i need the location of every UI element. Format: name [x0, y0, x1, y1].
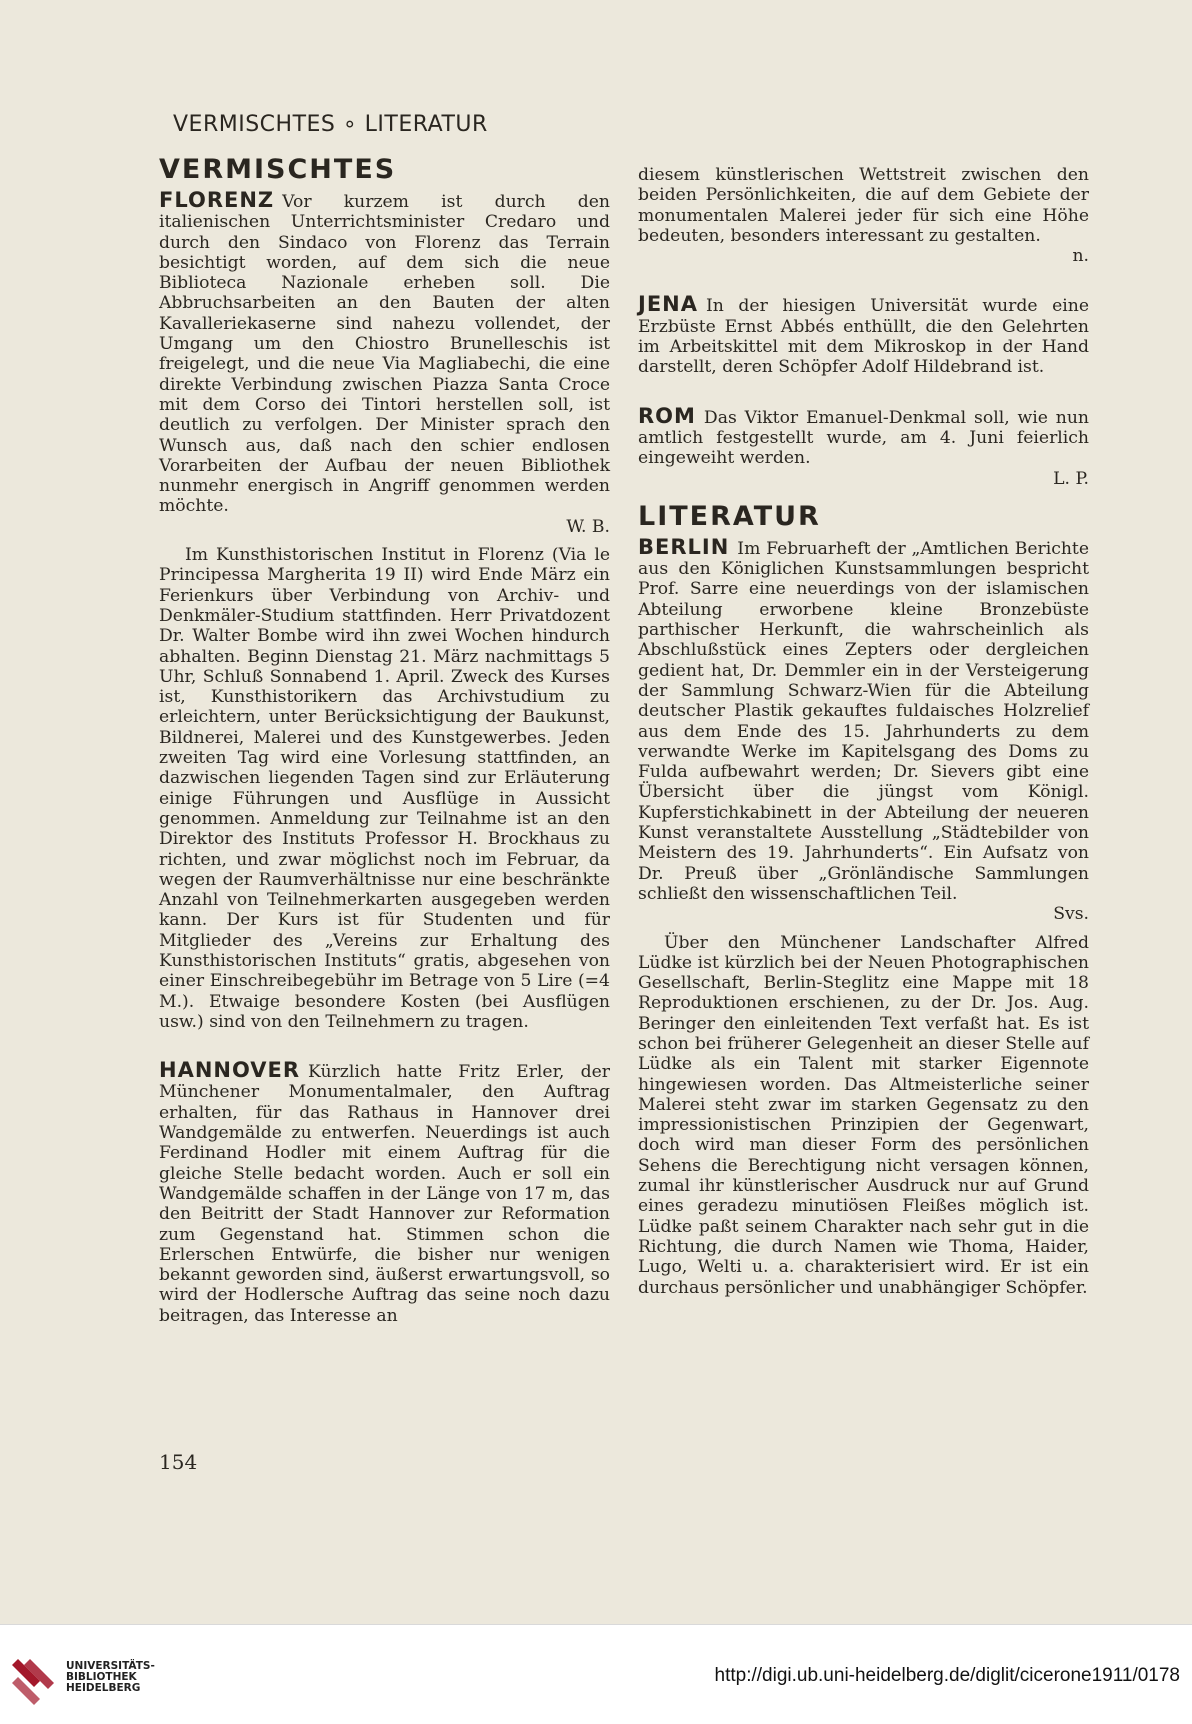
signature-svs: Svs. [1053, 904, 1089, 925]
place-heading-rom: ROM [638, 403, 696, 428]
place-heading-jena: JENA [638, 292, 698, 317]
university-library-logo-icon [10, 1655, 60, 1705]
article-berlin [638, 534, 1089, 925]
article-rom [638, 403, 1089, 489]
page-number: 154 [159, 1450, 198, 1474]
article-luedke: Über den Münchener Landschafter Alfred Lüdke ist kürzlich bei der Neuen Photographischen Gesellschaft, Berlin-Steglitz eine Mappe mit 18 Reproduktionen erschienen, zu der Dr. Jos. Aug. Beringer den einleitenden Text verfaßt hat. Es ist schon bei früherer Gelegenheit an dieser Stelle auf Lüdke als ein Talent mit starker Eigennote hingewiesen worden. Das Altmeisterliche seiner Malerei steht zwar im starken Gegensatz zu den impressionistischen Prinzipien der Gegenwart, doch wird man dieser Form des persönlichen Sehens die Berechtigung nicht versagen können, zumal ihr künstlerischer Ausdruck nur auf Grund eines geradezu minutiösen Fleißes möglich ist. Lüdke paßt seinem Charakter nach sehr gut in die Richtung, die durch Namen wie Thoma, Haider, Lugo, Welti u. a. charakterisiert wird. Er ist ein durchaus persönlicher und unabhängiger Schöpfer. [638, 932, 1089, 1298]
article-hannover [159, 1060, 610, 1326]
footer-bar [0, 1624, 1192, 1724]
institution-line-1: UNIVERSITÄTS- [66, 1660, 155, 1672]
place-heading-berlin: BERLIN [638, 534, 730, 559]
signature-n: n. [1072, 246, 1089, 267]
article-jena-text: In der hiesigen Universität wurde eine Erzbüste Ernst Abbés enthüllt, die den Gelehrten im Arbeitskittel mit dem Mikroskop in der Hand darstellt, deren Schöpfer Adolf Hildebrand ist. [638, 296, 1089, 378]
section-title-vermischtes: VERMISCHTES [159, 154, 397, 185]
article-hannover-text: Kürzlich hatte Fritz Erler, der Münchener Monumentalmaler, den Auftrag erhalten, für das Rathaus in Hannover drei Wandgemälde zu entwerfen. Neuerdings ist auch Ferdinand Hodler mit einem Auftrag für die gleiche Stelle bedacht worden. Auch er soll ein Wandgemälde schaffen in der Länge von 17 m, das den Beitritt der Stadt Hannover zur Reformation zum Gegenstand hat. Stimmen schon die Erlerschen Entwürfe, die bisher nur wenigen bekannt geworden sind, äußerst erwartungsvoll, so wird der Hodlersche Auftrag das seine noch dazu beitragen, das Interesse an [159, 1062, 610, 1326]
institution-line-2: BIBLIOTHEK [66, 1671, 137, 1683]
place-heading-hannover: HANNOVER [159, 1058, 301, 1083]
place-heading-florenz: FLORENZ [159, 188, 275, 212]
article-florenz [159, 190, 610, 537]
institution-line-3: HEIDELBERG [66, 1682, 141, 1694]
section-title-literatur: LITERATUR [638, 500, 821, 532]
article-berlin-text: Im Februarheft der „Amtlichen Berichte aus den Königlichen Kunstsammlungen bespricht Prof. Sarre eine neuerdings von der islamischen Abteilung erworbene kleine Bronzebüste parthischer Herkunft, die wahrscheinlich als Abschlußstück eines Zepters oder dergleichen gedient hat, Dr. Demmler ein in der Versteigerung der Sammlung Schwarz-Wien für die Abteilung deutscher Plastik gekauftes fuldaisches Holzrelief aus dem Ende des 15. Jahrhunderts zu dem verwandte Werke im Kapitelsgang des Doms zu Fulda aufbewahrt werden; Dr. Sievers gibt eine Übersicht über die jüngst vom Königl. Kupferstichkabinett in der Abteilung der neueren Kunst veranstaltete Ausstellung „Städtebilder von Meistern des 19. Jahrhunderts“. Ein Aufsatz von Dr. Preuß über „Grönländische Sammlungen schließt den wissenschaftlichen Teil. [638, 538, 1089, 904]
continuation-text: diesem künstlerischen Wettstreit zwischen den beiden Persönlichkeiten, die auf dem Gebiete der monumentalen Malerei jeder für sich eine Höhe bedeuten, besonders interessant zu gestalten. [638, 165, 1089, 246]
article-rom-text: Das Viktor Emanuel-Denkmal soll, wie nun amtlich festgestellt wurde, am 4. Juni feierlich eingeweiht werden. [638, 407, 1089, 469]
institution-name [66, 1661, 155, 1694]
signature-wb: W. B. [566, 516, 610, 537]
article-jena [638, 294, 1089, 377]
source-url-link[interactable]: http://digi.ub.uni-heidelberg.de/diglit/cicerone1911/0178 [714, 1665, 1180, 1686]
right-column [638, 165, 1089, 1298]
article-continuation [638, 165, 1089, 266]
running-head: VERMISCHTES ∘ LITERATUR [173, 112, 488, 137]
article-florenz-kurs: Im Kunsthistorischen Institut in Florenz (Via le Principessa Margherita 19 II) wird Ende März ein Ferienkurs über Verbindung von Archiv- und Denkmäler-Studium stattfinden. Herr Privatdozent Dr. Walter Bombe wird ihn zwei Wochen hindurch abhalten. Beginn Dienstag 21. März nachmittags 5 Uhr, Schluß Sonnabend 1. April. Zweck des Kurses ist, Kunsthistorikern das Archivstudium zu erleichtern, unter Berücksichtigung der Baukunst, Bildnerei, Malerei und des Kunstgewerbes. Jeden zweiten Tag wird eine Vorlesung stattfinden, an dazwischen liegenden Tagen sind zur Erläuterung einige Führungen und Ausflüge in Aussicht genommen. Anmeldung zur Teilnahme ist an den Direktor des Instituts Professor H. Brockhaus zu richten, und zwar möglichst noch im Februar, da wegen der Raumverhältnisse nur eine beschränkte Anzahl von Teilnehmerkarten ausgegeben werden kann. Der Kurs ist für Studenten und für Mitglieder des „Vereins zur Erhaltung des Kunsthistorischen Instituts“ gratis, abgesehen von einer Einschreibegebühr im Betrage von 5 Lire (=4 M.). Etwaige besondere Kosten (bei Ausflügen usw.) sind von den Teilnehmern zu tragen. [159, 545, 610, 1032]
left-column [159, 150, 610, 1326]
signature-lp: L. P. [1053, 468, 1089, 489]
article-florenz-text: Vor kurzem ist durch den italienischen Unterrichtsminister Credaro und durch den Sindaco von Florenz das Terrain besichtigt worden, auf dem sich die neue Biblioteca Nazionale erheben soll. Die Abbruchsarbeiten an den Bauten der alten Kavalleriekaserne sind nahezu vollendet, der Umgang um den Chiostro Brunelleschis ist freigelegt, und die neue Via Magliabechi, die eine direkte Verbindung zwischen Piazza Santa Croce mit dem Corso dei Tintori herstellen soll, ist deutlich zu verfolgen. Der Minister sprach den Wunsch aus, daß nach den schier endlosen Vorarbeiten der Aufbau der neuen Bibliothek nunmehr energisch in Angriff genommen werden möchte. [159, 192, 610, 517]
